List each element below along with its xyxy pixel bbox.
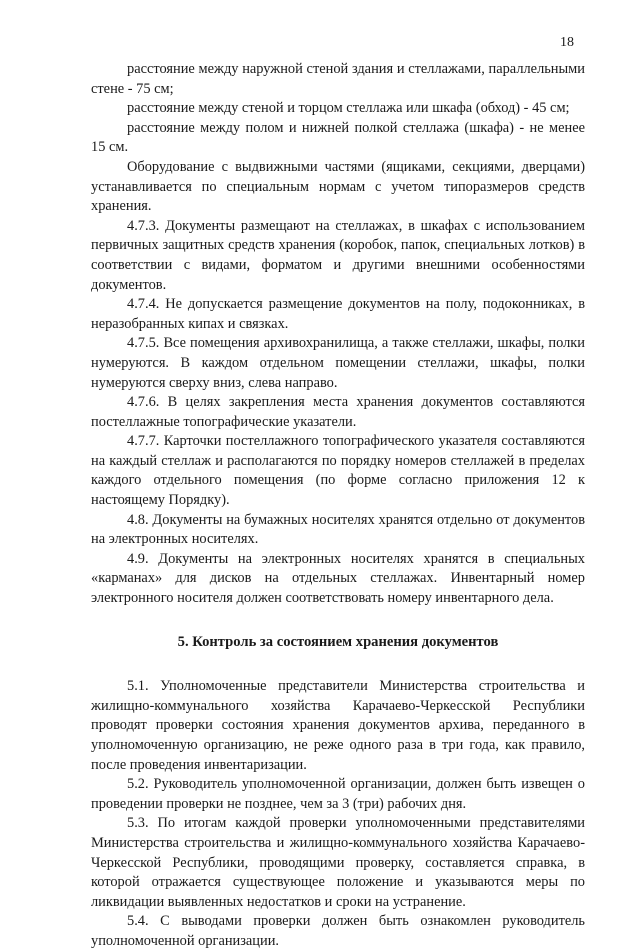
paragraph-4-7-3: 4.7.3. Документы размещают на стеллажах, в шкафах с использованием первичных защитных средств хранения (коробок, папок, специальных лотков) в соответствии с видами, форматом и другими внешними особенностями документов.: [91, 217, 585, 293]
paragraph-outer-wall-distance: расстояние между наружной стеной здания и стеллажами, параллельными стене - 75 см;: [91, 61, 585, 97]
paragraph-floor-shelf-distance: расстояние между полом и нижней полкой стеллажа (шкафа) - не менее 15 см.: [91, 119, 585, 156]
document-body: [91, 60, 585, 952]
page-number: 18: [560, 35, 574, 50]
paragraph-5-4: 5.4. С выводами проверки должен быть ознакомлен руководитель уполномоченной организации.: [91, 913, 585, 949]
paragraph-4-7-4: 4.7.4. Не допускается размещение документов на полу, подоконниках, в неразобранных кипах и связках.: [91, 296, 585, 332]
paragraph-5-1: 5.1. Уполномоченные представители Министерства строительства и жилищно-коммунального хозяйства Карачаево-Черкесской Республики проводят проверки состояния хранения документов архива, переданного в уполномоченную организацию, не реже одного раза в три года, как правило, после проведения инвентаризации.: [91, 678, 585, 773]
paragraph-4-9: 4.9. Документы на электронных носителях хранятся в специальных «карманах» для дисков на отдельных стеллажах. Инвентарный номер электронного носителя должен соответствовать номеру инвентарного дела.: [91, 550, 585, 607]
paragraph-sliding-equipment: Оборудование с выдвижными частями (ящиками, секциями, дверцами) устанавливается по специальным нормам с учетом типоразмеров средств хранения.: [91, 158, 585, 215]
paragraph-5-2: 5.2. Руководитель уполномоченной организации, должен быть извещен о проведении проверки не позднее, чем за 3 (три) рабочих дня.: [91, 776, 585, 812]
section-5-heading: 5. Контроль за состоянием хранения документов: [177, 633, 499, 650]
paragraph-wall-end-distance: расстояние между стеной и торцом стеллажа или шкафа (обход) - 45 см;: [127, 100, 570, 117]
paragraph-5-3: 5.3. По итогам каждой проверки уполномоченными представителями Министерства строительства и жилищно-коммунального хозяйства Карачаево-Черкесской Республики, проводящими проверку, составляется справка, в которой отражается существующее положение и указываются меры по ликвидации выявленных недостатков и сроки на устранение.: [91, 815, 585, 910]
paragraph-4-7-6: 4.7.6. В целях закрепления места хранения документов составляются постеллажные топографические указатели.: [91, 394, 585, 430]
paragraph-4-7-7: 4.7.7. Карточки постеллажного топографического указателя составляются на каждый стеллаж и располагаются по порядку номеров стеллажей в пределах каждого отдельного помещения (по форме согласно приложения 12 к настоящему Порядку).: [91, 433, 585, 509]
paragraph-4-8: 4.8. Документы на бумажных носителях хранятся отдельно от документов на электронных носителях.: [91, 511, 585, 548]
paragraph-4-7-5: 4.7.5. Все помещения архивохранилища, а также стеллажи, шкафы, полки нумеруются. В каждом отдельном помещении стеллажи, шкафы, полки нумеруются сверху вниз, слева направо.: [91, 335, 585, 391]
